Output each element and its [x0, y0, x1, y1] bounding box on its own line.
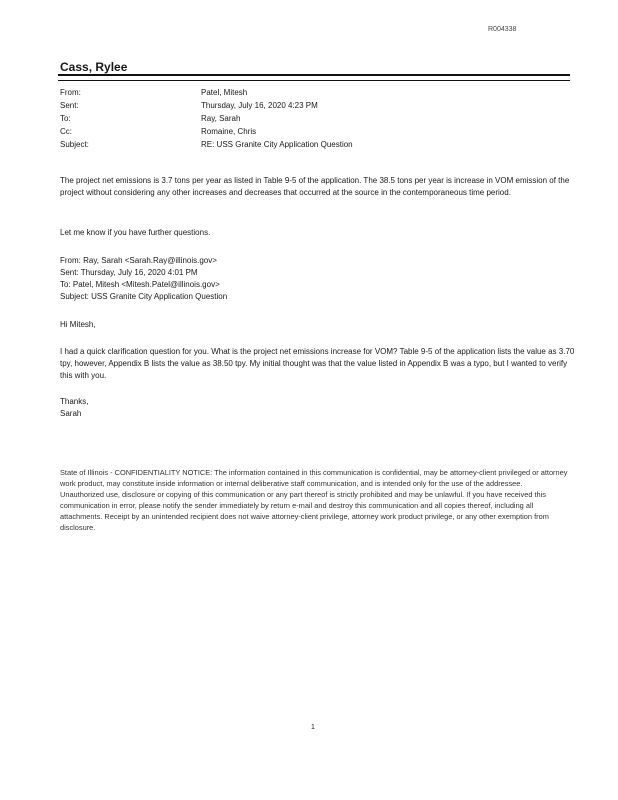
original-paragraph: I had a quick clarification question for you. What is the project net emissions increase for VOM? Table 9-5 of the application lists the value as 3.70 tpy, however, Appendix B lists the value as 38.50 tpy. My initial thought was that the value listed in Appendix B was a typo, but I wanted to verify this with you. — [60, 347, 575, 380]
header-row-subject — [60, 140, 580, 152]
header-value: Thursday, July 16, 2020 4:23 PM — [201, 101, 318, 110]
page-number: 1 — [311, 724, 315, 731]
header-row-sent — [60, 101, 580, 113]
reply-paragraph: Let me know if you have further questions. — [60, 228, 211, 237]
closing: Thanks, — [60, 397, 89, 406]
header-row-from — [60, 88, 580, 100]
header-label: From: — [60, 88, 81, 97]
header-value: Patel, Mitesh — [201, 88, 248, 97]
greeting: Hi Mitesh, — [60, 320, 96, 329]
forwarded-sent: Sent: Thursday, July 16, 2020 4:01 PM — [60, 268, 198, 277]
forwarded-from: From: Ray, Sarah <Sarah.Ray@illinois.gov> — [60, 256, 217, 265]
header-value: Ray, Sarah — [201, 114, 241, 123]
header-value: RE: USS Granite City Application Question — [201, 140, 353, 149]
header-label: Sent: — [60, 101, 79, 110]
header-label: Subject: — [60, 140, 89, 149]
document-id: R004338 — [488, 26, 517, 33]
header-value: Romaine, Chris — [201, 127, 257, 136]
header-row-to — [60, 114, 580, 126]
mailbox-owner-name: Cass, Rylee — [60, 60, 128, 74]
header-label: Cc: — [60, 127, 72, 136]
confidentiality-notice: State of Illinois - CONFIDENTIALITY NOTICE: The information contained in this communication is confidential, may be attorney-client privileged or attorney work product, may constitute inside information or internal deliberative staff communication, and is intended only for the use of the addressee. Unauthorized use, disclosure or copying of this communication or any part thereof is strictly prohibited and may be unlawful. If you have received this communication in error, please notify the sender immediately by return e-mail and destroy this communication and all copies thereof, including all attachments. Receipt by an unintended recipient does not waive attorney-client privilege, attorney work product privilege, or any other exemption from disclosure. — [60, 468, 568, 532]
forwarded-to: To: Patel, Mitesh <Mitesh.Patel@illinois.gov> — [60, 280, 220, 289]
forwarded-subject: Subject: USS Granite City Application Question — [60, 292, 228, 301]
header-divider — [58, 74, 570, 81]
header-row-cc — [60, 127, 580, 139]
reply-paragraph: The project net emissions is 3.7 tons per year as listed in Table 9-5 of the application. The 38.5 tons per year is increase in VOM emission of the project without considering any other increases and decreases that occurred at the source in the contemporaneous time period. — [60, 176, 570, 197]
header-label: To: — [60, 114, 71, 123]
signature: Sarah — [60, 409, 82, 418]
